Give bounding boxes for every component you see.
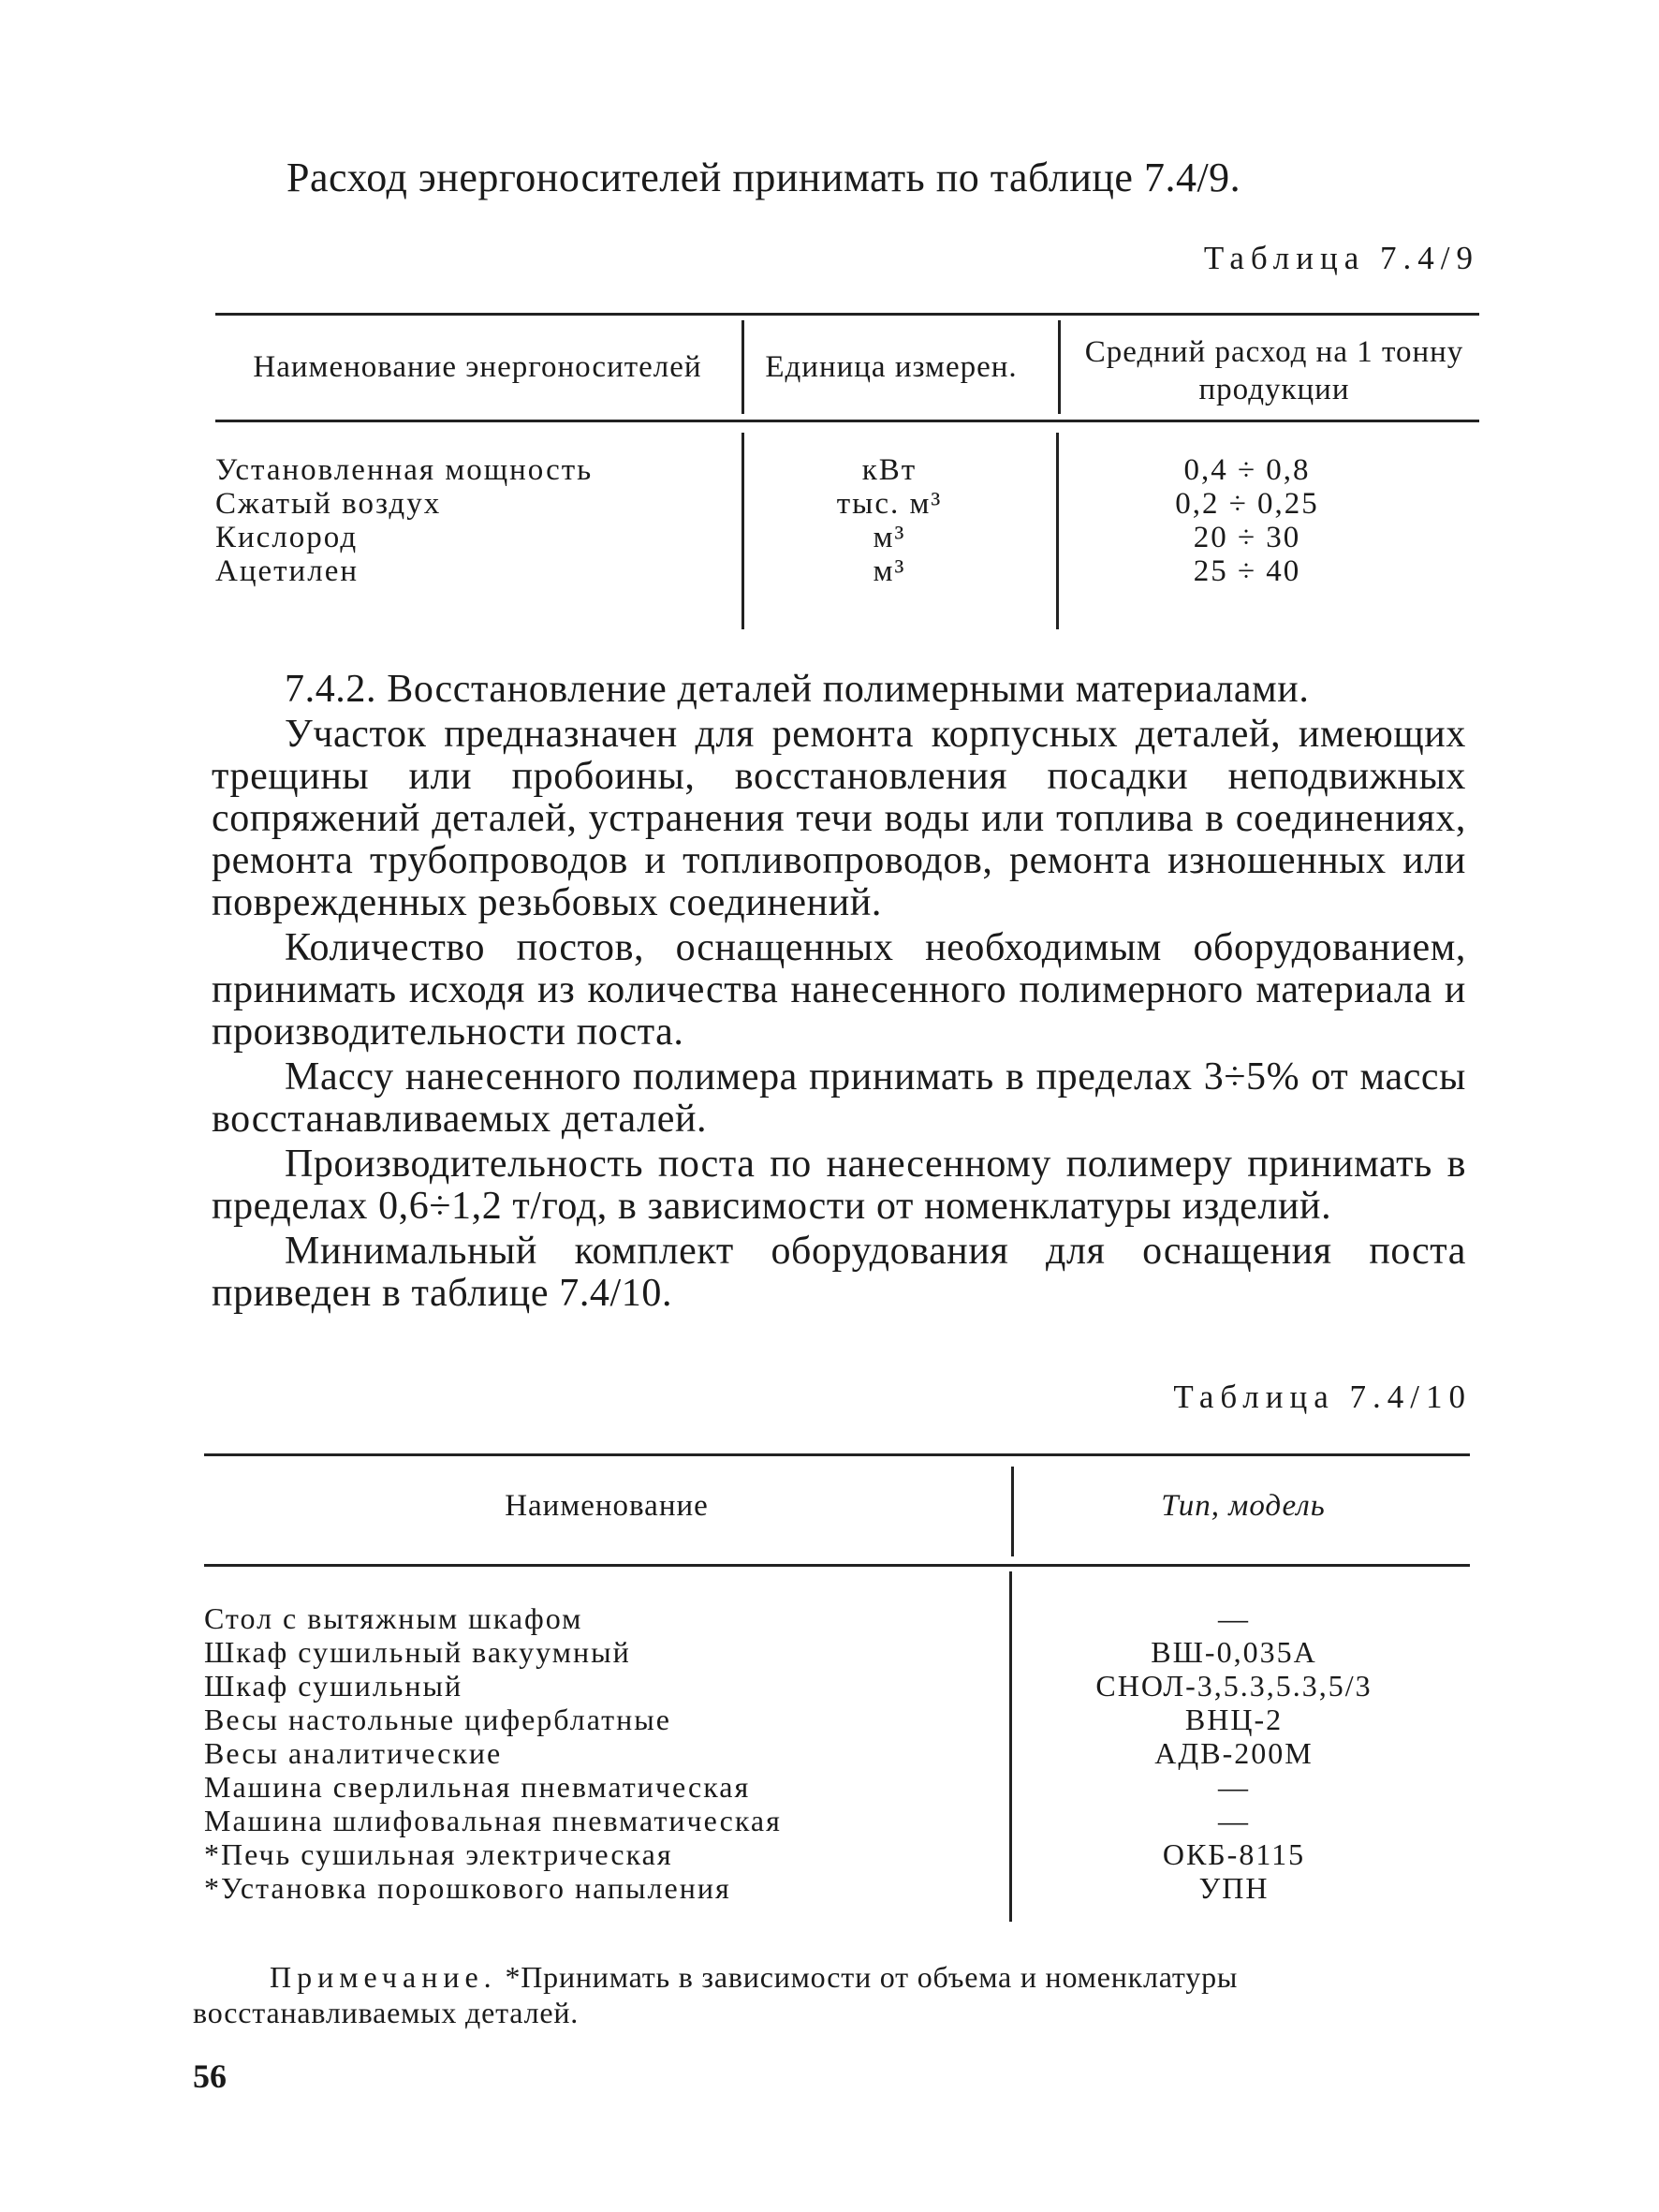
table-cell: УПН <box>1198 1871 1270 1905</box>
paragraph: Минимальный комплект оборудования для оснащения поста приведен в таблице 7.4/10. <box>212 1230 1466 1315</box>
table-cell: ОКБ-8115 <box>1162 1837 1306 1871</box>
table-note <box>193 1959 1475 2030</box>
table-rule <box>204 1564 1470 1567</box>
table-cell: — <box>1218 1601 1250 1635</box>
table-cell: АДВ-200М <box>1154 1736 1314 1770</box>
table-cell: Шкаф сушильный вакуумный <box>204 1635 631 1669</box>
table-cell: Сжатый воздух <box>215 487 442 521</box>
header-name: Наименование энергоносителей <box>253 350 702 384</box>
table-cell: м³ <box>873 521 906 554</box>
header-name: Наименование <box>505 1489 709 1523</box>
table-rule <box>204 1453 1470 1456</box>
table-cell: Стол с вытяжным шкафом <box>204 1601 583 1635</box>
equipment-table <box>204 1453 1470 1922</box>
column-divider <box>1058 320 1061 414</box>
name-column <box>215 453 740 588</box>
header-unit: Единица измерен. <box>765 350 1018 384</box>
column-divider <box>1011 1467 1014 1556</box>
table-cell: ВШ-0,035А <box>1151 1635 1317 1669</box>
paragraph: Производительность поста по нанесенному полимеру принимать в пределах 0,6÷1,2 т/год, в зависимости от номенклатуры изделий. <box>212 1143 1466 1228</box>
table-cell: 0,4 ÷ 0,8 <box>1183 453 1311 487</box>
paragraph: Участок предназначен для ремонта корпусных деталей, имеющих трещины или пробоины, восстановления посадки неподвижных сопряжений деталей, устранения течи воды или топлива в соединениях, ремонта трубопроводов и топливопроводов, ремонта изношенных или поврежденных резьбовых соединений. <box>212 713 1466 924</box>
table-cell: Кислород <box>215 521 359 554</box>
unit-column <box>749 453 1030 588</box>
section-heading: 7.4.2. Восстановление деталей полимерными материалами. <box>285 668 1310 711</box>
column-divider <box>1056 433 1059 629</box>
table-cell: — <box>1218 1770 1250 1804</box>
name-column <box>204 1601 1000 1905</box>
header-model: Тип, модель <box>1161 1489 1326 1523</box>
intro-text: Расход энергоносителей принимать по таблице 7.4/9. <box>286 155 1241 200</box>
model-column <box>1009 1601 1459 1905</box>
table-cell: — <box>1218 1804 1250 1837</box>
table-cell: СНОЛ-3,5.3,5.3,5/3 <box>1095 1669 1373 1703</box>
column-divider <box>741 433 744 629</box>
table-cell: Установленная мощность <box>215 453 594 487</box>
table-rule <box>215 420 1479 422</box>
value-column <box>1069 453 1425 588</box>
table-cell: Ацетилен <box>215 554 359 588</box>
energy-consumption-table <box>215 313 1479 631</box>
table-cell: кВт <box>861 453 918 487</box>
table-rule <box>215 313 1479 316</box>
table-cell: *Печь сушильная электрическая <box>204 1837 673 1871</box>
table-cell: 0,2 ÷ 0,25 <box>1175 487 1319 521</box>
table-cell: Шкаф сушильный <box>204 1669 463 1703</box>
table-cell: м³ <box>873 554 906 588</box>
note-text: *Принимать в зависимости от объема и номенклатуры восстанавливаемых деталей. <box>193 1960 1239 2029</box>
paragraph: Количество постов, оснащенных необходимым оборудованием, принимать исходя из количества нанесенного полимерного материала и производительности поста. <box>212 926 1466 1054</box>
header-average: Средний расход на 1 тонну продукции <box>1084 335 1464 406</box>
page-number: 56 <box>193 2057 227 2095</box>
table-cell: 25 ÷ 40 <box>1193 554 1301 588</box>
table-cell: ВНЦ-2 <box>1184 1703 1284 1736</box>
table-cell: тыс. м³ <box>836 487 943 521</box>
table-cell: Весы аналитические <box>204 1736 503 1770</box>
table-cell: Машина сверлильная пневматическая <box>204 1770 751 1804</box>
table-cell: *Установка порошкового напыления <box>204 1871 731 1905</box>
table-cell: Машина шлифовальная пневматическая <box>204 1804 782 1837</box>
paragraph: Массу нанесенного полимера принимать в пределах 3÷5% от массы восстанавливаемых деталей. <box>212 1055 1466 1141</box>
section-body <box>212 669 1466 1318</box>
column-divider <box>741 320 744 414</box>
note-label: Примечание. <box>270 1960 497 1994</box>
table-cell: Весы настольные циферблатные <box>204 1703 671 1736</box>
table-cell: 20 ÷ 30 <box>1193 521 1301 554</box>
table1-caption: Таблица 7.4/9 <box>1203 240 1479 276</box>
table2-caption: Таблица 7.4/10 <box>1173 1379 1472 1415</box>
